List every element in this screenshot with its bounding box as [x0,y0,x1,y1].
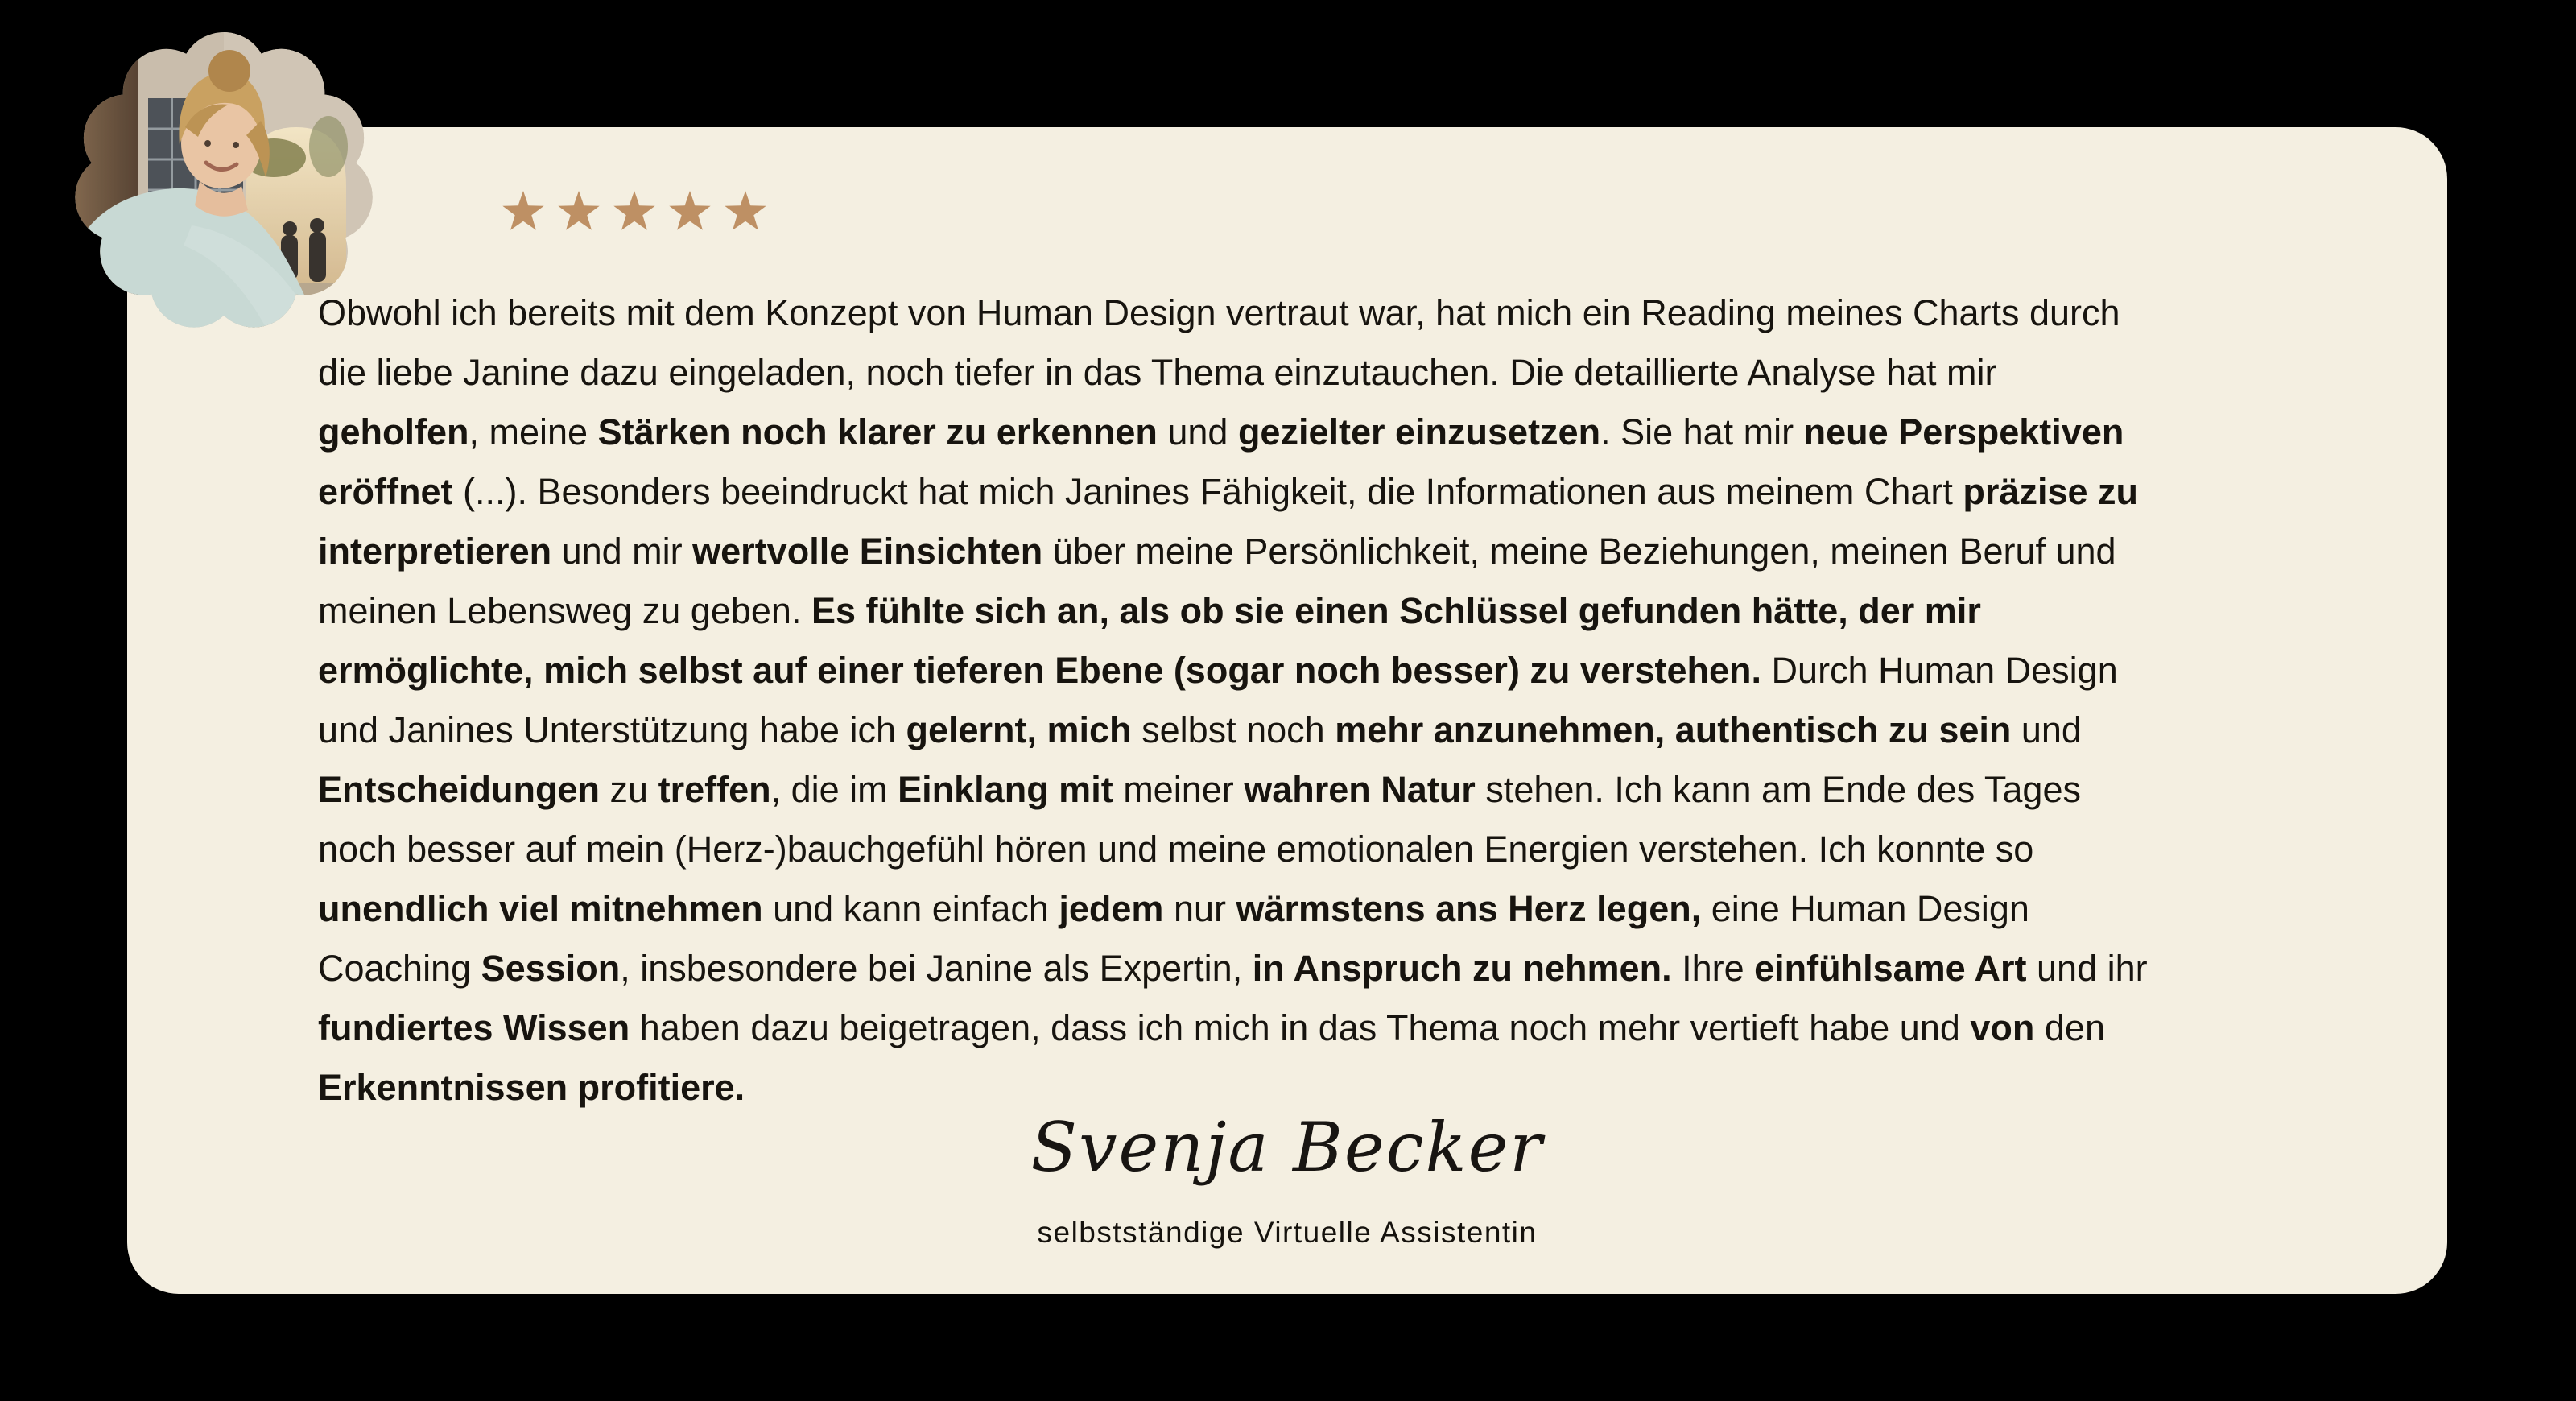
star-icon [668,190,712,232]
testimonial-line [318,522,2330,581]
testimonial-card [127,127,2447,1294]
star-icon [613,190,656,232]
testimonial-bold-run: gezielter einzusetzen [1237,411,1601,453]
testimonial-bold-run: ermöglichte, mich selbst auf einer tieferen Ebene (sogar noch besser) zu verstehen. [318,650,1762,691]
testimonial-bold-run: Es fühlte sich an, als ob sie einen Schlüssel gefunden hätte, der mir [811,590,1981,631]
signature-role: selbstständige Virtuelle Assistentin [1037,1216,1538,1249]
testimonial-bold-run: geholfen [318,411,469,453]
testimonial-regular-run: Ihre [1671,948,1755,989]
testimonial-regular-run: und [2011,709,2082,750]
testimonial-regular-run: und kann einfach [762,888,1059,929]
testimonial-regular-run: zu [600,769,658,810]
testimonial-regular-run: Coaching [318,948,481,989]
testimonial-bold-run: unendlich viel mitnehmen [318,888,763,929]
testimonial-line [318,283,2330,343]
testimonial-regular-run: eine Human Design [1701,888,2029,929]
testimonial-regular-run: nur [1163,888,1236,929]
testimonial-bold-run: treffen [658,769,771,810]
avatar-photo [71,24,377,340]
testimonial-regular-run: und ihr [2026,948,2148,989]
testimonial-bold-run: gelernt, mich [906,709,1132,750]
testimonial-text [318,283,2330,1118]
testimonial-bold-run: neue Perspektiven [1803,411,2124,453]
testimonial-line [318,581,2330,641]
testimonial-line [318,939,2330,998]
testimonial-regular-run: noch besser auf mein (Herz-)bauchgefühl hören und meine emotionalen Energien verstehen. Ich konnte so [318,829,2034,870]
testimonial-regular-run: stehen. Ich kann am Ende des Tages [1475,769,2081,810]
testimonial-line [318,760,2330,820]
testimonial-line [318,820,2330,879]
testimonial-regular-run: und [1157,411,1238,453]
star-icon [557,190,601,232]
testimonial-regular-run: selbst noch [1131,709,1335,750]
testimonial-bold-run: Entscheidungen [318,769,601,810]
testimonial-bold-run: Session [481,948,621,989]
testimonial-regular-run: haben dazu beigetragen, dass ich mich in das Thema noch mehr vertieft habe und [630,1007,1971,1048]
testimonial-regular-run: den [2034,1007,2105,1048]
testimonial-bold-run: einfühlsame Art [1754,948,2027,989]
testimonial-regular-run: , meine [469,411,598,453]
testimonial-bold-run: präzise zu [1963,471,2138,512]
testimonial-bold-run: Stärken noch klarer zu erkennen [597,411,1158,453]
testimonial-regular-run: die liebe Janine dazu eingeladen, noch tiefer in das Thema einzutauchen. Die detaillierte Analyse hat mir [318,352,1997,393]
avatar [71,24,377,340]
testimonial-bold-run: wahren Natur [1244,769,1476,810]
testimonial-bold-run: fundiertes Wissen [318,1007,630,1048]
testimonial-bold-run: von [1970,1007,2035,1048]
star-icon [724,190,767,232]
testimonial-regular-run: Obwohl ich bereits mit dem Konzept von Human Design vertraut war, hat mich ein Reading meines Charts durch [318,292,2120,333]
star-icon [502,190,545,232]
testimonial-regular-run: , die im [770,769,898,810]
testimonial-regular-run: und mir [551,531,693,572]
testimonial-bold-run: wertvolle Einsichten [692,531,1043,572]
testimonial-bold-run: Einklang mit [898,769,1113,810]
testimonial-regular-run: und Janines Unterstützung habe ich [318,709,906,750]
testimonial-bold-run: mehr anzunehmen, authentisch zu sein [1335,709,2012,750]
testimonial-line [318,700,2330,760]
testimonial-line [318,343,2330,403]
testimonial-bold-run: jedem [1059,888,1164,929]
testimonial-bold-run: wärmstens ans Herz legen, [1236,888,1702,929]
testimonial-regular-run: , insbesondere bei Janine als Expertin, [620,948,1253,989]
testimonial-regular-run: Durch Human Design [1761,650,2118,691]
testimonial-line [318,879,2330,939]
testimonial-regular-run: über meine Persönlichkeit, meine Beziehungen, meinen Beruf und [1042,531,2116,572]
testimonial-line [318,641,2330,700]
testimonial-bold-run: Erkenntnissen profitiere. [318,1067,745,1108]
testimonial-line [318,998,2330,1058]
testimonial-bold-run: eröffnet [318,471,453,512]
signature-name: Svenja Becker [1030,1108,1544,1187]
testimonial-bold-run: in Anspruch zu nehmen. [1252,948,1672,989]
testimonial-regular-run: (...). Besonders beeindruckt hat mich Janines Fähigkeit, die Informationen aus meinem Chart [452,471,1963,512]
testimonial-regular-run: . Sie hat mir [1600,411,1804,453]
testimonial-regular-run: meinen Lebensweg zu geben. [318,590,811,631]
testimonial-regular-run: meiner [1113,769,1245,810]
testimonial-bold-run: interpretieren [318,531,552,572]
testimonial-line [318,403,2330,462]
testimonial-line [318,462,2330,522]
star-rating [502,190,767,232]
